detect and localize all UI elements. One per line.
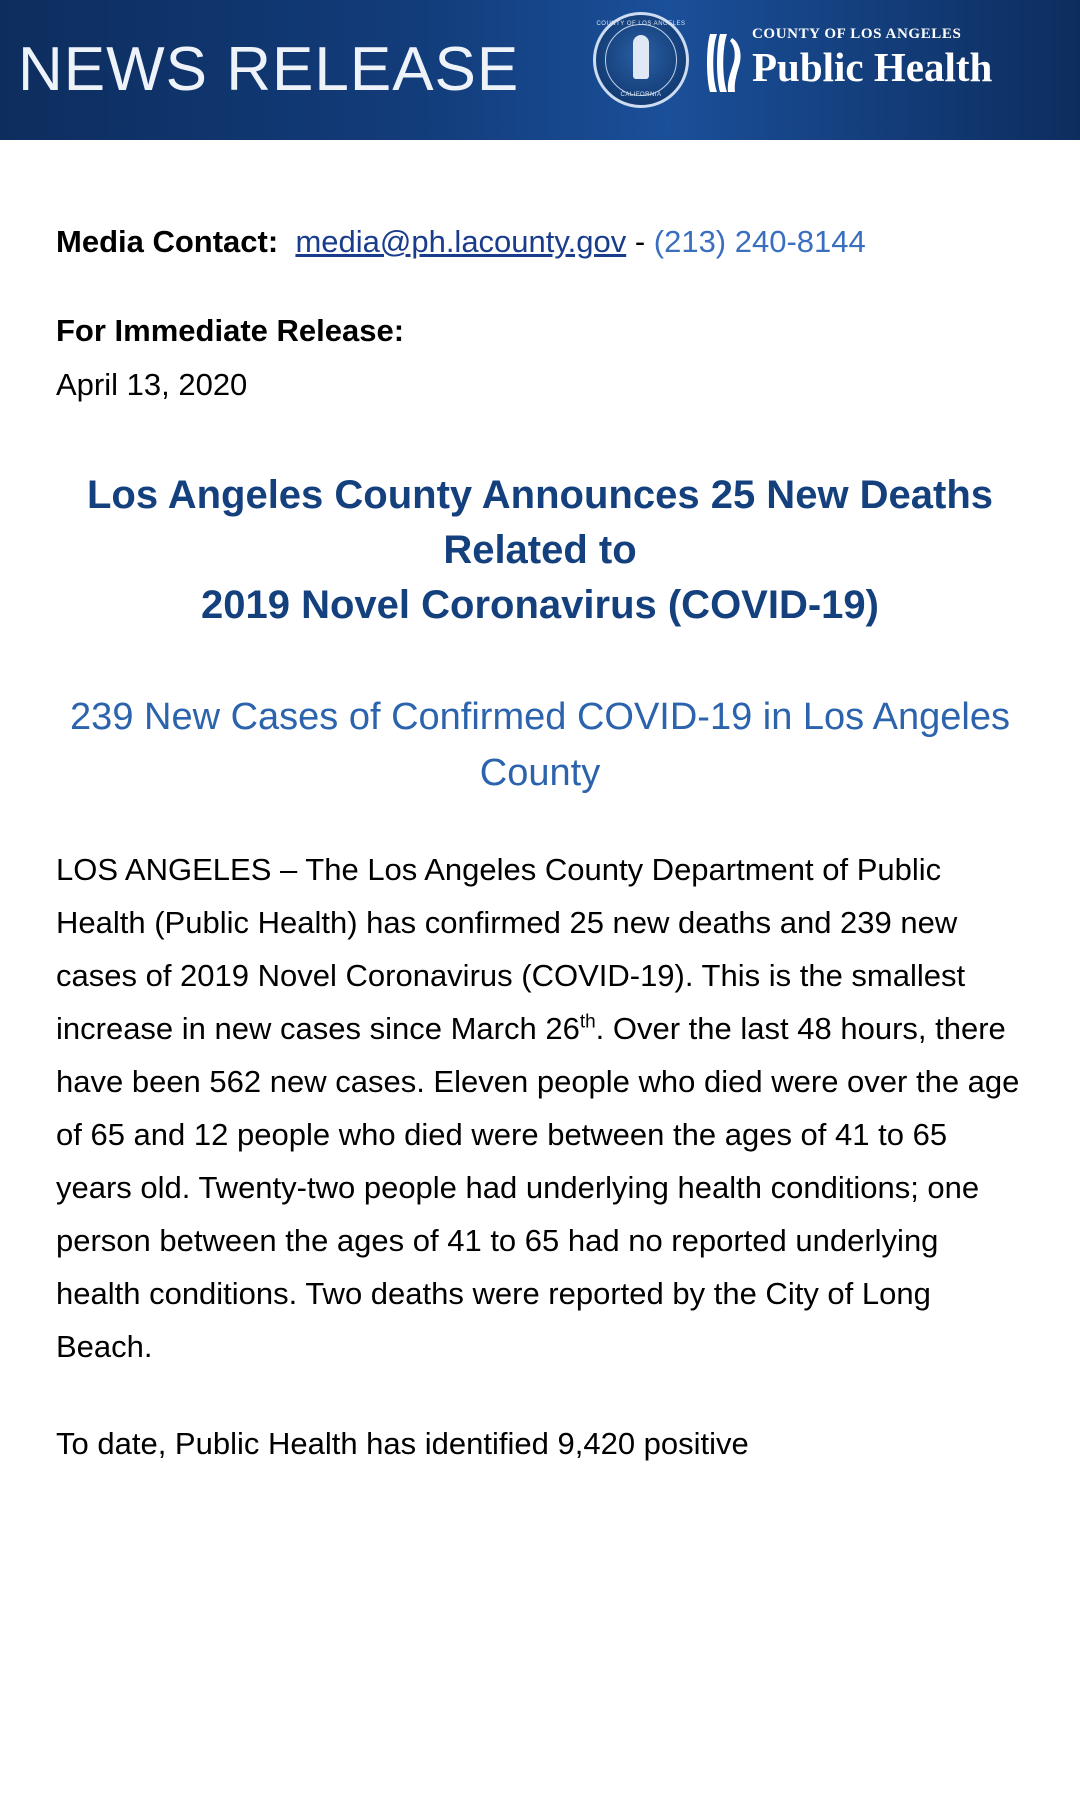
page-title bbox=[56, 468, 1024, 633]
public-health-wordmark bbox=[752, 26, 993, 90]
subheadline: 239 New Cases of Confirmed COVID-19 in Los Angeles County bbox=[70, 696, 1010, 794]
immediate-release-label: For Immediate Release: bbox=[56, 313, 405, 348]
seal-top-text: COUNTY OF LOS ANGELES bbox=[596, 21, 686, 27]
media-contact-phone: (213) 240-8144 bbox=[653, 224, 866, 259]
body-paragraph-2: To date, Public Health has identified 9,420 positive bbox=[56, 1426, 749, 1461]
paragraph-1-part-1: LOS ANGELES – The Los Angeles County Department of Public Health (Public Health) has confirmed 25 new deaths and 239 new cases of 2019 Novel Coronavirus (COVID-19). This is the smallest increase in new cases since March 26 bbox=[56, 852, 966, 1046]
seal-figure-icon bbox=[633, 35, 649, 79]
media-contact-label: Media Contact: bbox=[56, 224, 279, 259]
la-county-seal-icon bbox=[593, 12, 689, 108]
release-date: April 13, 2020 bbox=[56, 367, 248, 402]
press-release-document bbox=[0, 216, 1080, 1470]
logo-kicker: COUNTY OF LOS ANGELES bbox=[752, 26, 962, 42]
media-contact-separator: - bbox=[626, 224, 654, 259]
media-contact-email-link[interactable]: media@ph.lacounty.gov bbox=[295, 224, 627, 259]
logo-name: Public Health bbox=[752, 44, 993, 90]
release-block bbox=[56, 304, 1024, 412]
banner-title: NEWS RELEASE bbox=[18, 35, 520, 104]
media-contact-line bbox=[56, 216, 1024, 268]
body-paragraph-1 bbox=[56, 843, 1024, 1373]
news-release-banner bbox=[0, 0, 1080, 140]
public-health-mark-icon bbox=[706, 32, 744, 94]
paragraph-1-part-2: . Over the last 48 hours, there have been 562 new cases. Eleven people who died were over the age of 65 and 12 people who died were between the ages of 41 to 65 years old. Twenty-two people had underlying health conditions; one person between the ages of 41 to 65 had no reported underlying health conditions. Two deaths were reported by the City of Long Beach. bbox=[56, 1011, 1020, 1364]
paragraph-1-superscript: th bbox=[579, 1011, 596, 1033]
public-health-logo bbox=[706, 26, 993, 102]
seal-bottom-text: CALIFORNIA bbox=[620, 92, 662, 98]
headline-line-2: 2019 Novel Coronavirus (COVID-19) bbox=[201, 583, 879, 627]
headline-line-1: Los Angeles County Announces 25 New Deaths Related to bbox=[86, 473, 994, 572]
